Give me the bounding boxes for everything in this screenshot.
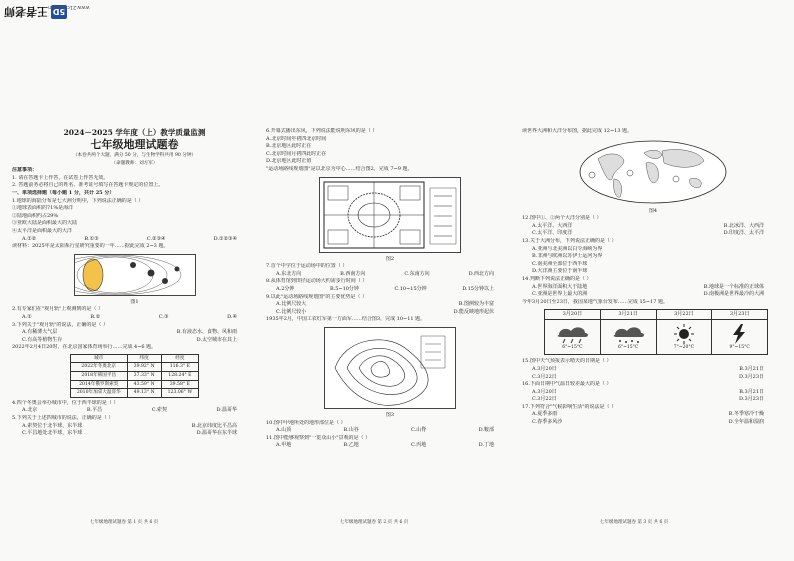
answer-a: A.有稀薄大气层 — [22, 329, 58, 336]
q5-answers-2 — [12, 430, 257, 438]
answer-d: D.太空城市在其上 — [196, 336, 237, 343]
answer-a: A.3月20日 — [532, 388, 557, 395]
q17-answers-2 — [522, 419, 784, 427]
question-16: 16.下面日期中气温日较差最大的是（ ） — [522, 381, 612, 388]
answer-b: B.② — [90, 313, 101, 320]
weather-forecast-table — [544, 309, 768, 355]
question-14: 14.判断下列说法正确的是（ ） — [522, 275, 592, 282]
question-13: 13.关于大洲分布，下列说法正确的是（ ） — [522, 237, 617, 244]
answer-a: A.东北方向 — [276, 270, 302, 277]
table-cell: 49.13° N — [127, 389, 161, 398]
answer-d: D.全年温和湿润 — [728, 419, 764, 426]
contour-map-figure — [324, 327, 456, 409]
answer-d: D.南极洲是世界最冷的大洲 — [703, 291, 764, 298]
answer-c: C.③ — [158, 313, 169, 320]
passage-intro-5: 读世界大洲和大洋分布图，据此完成 12~13 题。 — [522, 128, 633, 134]
question-4: 4.四个冬奥会举办城市中，位于西半球的是（ ） — [12, 399, 119, 406]
solar-system-figure — [74, 254, 196, 296]
note-2: 2. 答题前务必将自己的姓名、准考证号填写在答题卡规定的位置上。 — [12, 182, 164, 189]
q9-answers-2 — [266, 309, 514, 317]
table-row — [70, 389, 198, 398]
answer-d: D.④ — [227, 313, 237, 320]
note-1: 1. 请在答题卡上作答，在试卷上作答无效。 — [12, 174, 109, 181]
answer-a: A.甲地 — [276, 442, 292, 449]
table-cell: 39.58° E — [161, 380, 199, 389]
brand-mark: 5D — [51, 5, 67, 19]
question-3: 3.下列关于"观月轨"的说法，正确的是（ ） — [12, 321, 108, 328]
page-footer-3: 七年级地理试题卷 第 3 页 共 6 页 — [600, 520, 669, 525]
answer-c: C.10~15分钟 — [394, 285, 427, 292]
answer-c: C.太平洋、印度洋 — [532, 230, 573, 237]
answer-c: C.山脊 — [411, 427, 427, 434]
answer-b: B.北京纬度比平昌高 — [191, 422, 237, 429]
answer-a: A.北京 — [22, 407, 38, 414]
q1-answers — [12, 236, 257, 244]
table-cell: 37.33° N — [127, 372, 161, 381]
q6-option: C.北京时间月初四此时正在 — [266, 150, 327, 157]
answer-c: C.有高等植物生存 — [22, 336, 63, 343]
weather-temp: 7°~20°C — [673, 344, 695, 350]
table-cell: 123.06° W — [161, 389, 199, 398]
weather-date: 3月23日 — [712, 310, 767, 320]
column-right — [522, 128, 784, 427]
answer-a: A.山顶 — [276, 427, 292, 434]
answer-d: D.3月23日 — [739, 396, 764, 403]
answer-d: D.温哥华在东半球 — [196, 430, 237, 437]
figure-2-caption: 图2 — [385, 255, 395, 262]
question-9: 9.以此"运动场路线规划图"的主要优势是（ ） — [266, 293, 367, 300]
q1-option: ①地球表面积的71%是海洋 — [12, 205, 74, 212]
answer-c: C.亚洲是世界上最大的洲 — [532, 291, 588, 298]
q13-option: A.亚洲与北美洲以白令海峡为界 — [532, 245, 603, 252]
weather-date: 3月22日 — [657, 310, 712, 320]
answer-d: D.温哥华 — [216, 407, 237, 414]
campus-map-figure — [319, 177, 461, 253]
answer-c: C.春季多风沙 — [532, 419, 563, 426]
answer-b: B.地球是一个标准的正球体 — [703, 283, 764, 290]
table-cell: 116.3° E — [161, 363, 199, 372]
answer-b: B.5~10分钟 — [329, 285, 359, 292]
page-footer-2: 七年级地理试题卷 第 2 页 共 6 页 — [340, 520, 409, 525]
q14-answers-2 — [522, 291, 784, 299]
q13-option: B.非洲与欧洲以苏伊士运河为界 — [532, 253, 603, 260]
weather-day — [712, 310, 767, 354]
answer-c: C.比例尺较小 — [276, 308, 307, 315]
answer-b: B.①③ — [84, 235, 99, 242]
q12-answers-2 — [522, 230, 784, 238]
table-cell: 2018年韩国平昌 — [70, 372, 127, 381]
answer-b: B.3月21日 — [739, 388, 764, 395]
column-middle — [266, 128, 514, 450]
question-10: 10.图中甲地所处的地形部位是（ ） — [266, 419, 346, 426]
table-header: 经度 — [161, 354, 199, 363]
q6-option: A.北京时间年初四北京时间 — [266, 135, 327, 142]
q15-answers — [522, 366, 784, 374]
answer-b: B.平昌 — [86, 407, 103, 414]
answer-a: A.太平洋、大西洋 — [532, 222, 573, 229]
q17-answers — [522, 411, 784, 419]
q13-option: C.南美洲全部位于西半球 — [532, 260, 588, 267]
answer-d: D.能反映地形起伏 — [453, 308, 494, 315]
answer-b: B.3月21日 — [739, 365, 764, 372]
answer-d: D.3月23日 — [739, 373, 764, 380]
answer-b: B.北冰洋、大西洋 — [723, 222, 764, 229]
table-cell: 2010年加拿大温哥华 — [70, 389, 127, 398]
answer-b: B.山谷 — [343, 427, 359, 434]
section-heading: 一、单项选择题（每小题 1 分，共计 25 分） — [12, 189, 115, 196]
question-8: 8.从体育馆到田径运动场大约需步行时间（ ） — [266, 278, 368, 285]
q8-answers — [266, 286, 514, 294]
table-row — [70, 363, 198, 372]
answer-c: C.丙地 — [411, 442, 427, 449]
q1-option: ②陆地面积约占29% — [12, 212, 59, 219]
exam-subtitle: 七年级地理试题卷 — [90, 138, 179, 151]
q7-answers — [266, 271, 514, 279]
passage-intro-3: "运动场路线规划图"是以北京为中心……结合图2，完成 7~9 题。 — [266, 165, 413, 172]
notes-heading: 注意事项： — [12, 167, 38, 174]
weather-date: 3月20日 — [545, 310, 600, 320]
weather-day — [657, 310, 713, 354]
answer-b: B.乙地 — [343, 442, 359, 449]
q16-answers-2 — [522, 396, 784, 404]
olympic-cities-table — [70, 354, 199, 398]
passage-intro: 读材料：2025年是太阳系行星研究重要的一年……据此完成 2~3 题。 — [12, 243, 169, 250]
table-header-row — [70, 354, 198, 363]
question-11: 11.图中能够观察到"一览众山小"景观的是（ ） — [266, 434, 371, 441]
question-1: 1.地球的海陆分布是七大洲分明中，下列说法正确的是（ ） — [12, 197, 144, 204]
figure-4-caption: 图4 — [648, 207, 658, 214]
answer-a: A.①② — [22, 235, 37, 242]
answer-b: B.图例较为丰富 — [458, 301, 494, 308]
page-footer-1: 七年级地理试题卷 第 1 页 共 6 页 — [90, 520, 159, 525]
brand-name: 王者老师 — [4, 5, 48, 18]
table-cell: 128.24° E — [161, 372, 199, 381]
weather-temp: 9°~15°C — [729, 344, 750, 350]
answer-c: C.索契 — [151, 407, 167, 414]
passage-intro-4: 1935年2月，中国工农红军第一方面军……结合图3，完成 10~11 题。 — [266, 316, 426, 323]
q3-answers — [12, 329, 257, 337]
answer-a: A.世界海洋面积大于陆地 — [532, 283, 588, 290]
question-17: 17.下列符合"气候影响生活"的说法是（ ） — [522, 403, 617, 410]
q13-option: D.大洋洲主要位于南半球 — [532, 268, 588, 275]
answer-b: B.冬季寒冷干燥 — [728, 411, 764, 418]
q3-answers-2 — [12, 337, 257, 345]
answer-d: D.西北方向 — [468, 270, 494, 277]
passage-intro-2: 2022年2月4日20时，在北京国家体育场举行……完成 4~6 题。 — [12, 344, 157, 351]
answer-c: C.3月22日 — [532, 396, 557, 403]
answer-c: C.东南方向 — [404, 270, 430, 277]
q15-answers-2 — [522, 374, 784, 382]
q6-option: D.北京地区此时正值 — [266, 158, 312, 165]
table-cell: 43.59° N — [127, 380, 161, 389]
question-7: 7.首个中学位于运动场中的位置（ ） — [266, 263, 348, 270]
table-header: 纬度 — [127, 354, 161, 363]
exam-info: （本卷共两个大题，满分 50 分，与生物学科共用 90 分钟） — [72, 153, 197, 158]
q11-answers — [266, 442, 514, 450]
snow-icon — [601, 320, 656, 354]
answer-b: B.西南方向 — [340, 270, 366, 277]
table-header: 城市 — [70, 354, 127, 363]
q6-option: B.北京地区此时正在 — [266, 143, 312, 150]
answer-c: C.平昌地处北半球，东半球 — [22, 430, 83, 437]
weather-temp: 6°~15°C — [617, 344, 639, 350]
answer-c: C.3月22日 — [532, 373, 557, 380]
weather-day — [601, 310, 657, 354]
exam-title: 2024－2025 学年度（上）教学质量监测 — [63, 128, 206, 137]
question-2: 2.有专家们在"观月轨"上观测到的是（ ） — [12, 306, 103, 313]
world-map-figure — [578, 139, 728, 205]
table-row — [70, 372, 198, 381]
question-6: 6.开幕式播出东风，下列说法能说明东风的是（ ） — [266, 128, 378, 134]
answer-a: A.比例尺较大 — [276, 301, 307, 308]
answer-a: A.索契位于北半球，东半球 — [22, 422, 83, 429]
q4-answers — [12, 407, 257, 415]
figure-3-caption: 图3 — [385, 411, 395, 418]
table-cell: 39.92° N — [127, 363, 161, 372]
q1-option: ③亚欧大陆是面积最大的大陆 — [12, 220, 78, 227]
answer-d: D.丁地 — [478, 442, 494, 449]
question-15: 15.图中天气预报表示晴天的日期是（ ） — [522, 358, 612, 365]
column-left — [12, 128, 257, 438]
answer-d: D.①②③④ — [213, 235, 237, 242]
answer-a: A.3月20日 — [532, 365, 557, 372]
answer-a: A.① — [22, 313, 32, 320]
weather-temp: 6°~15°C — [562, 344, 583, 350]
answer-d: D.鞍部 — [478, 427, 494, 434]
thunderstorm-icon — [712, 320, 767, 354]
answer-a: A.夏季多雨 — [532, 411, 558, 418]
question-12: 12.图中①、②两个大洋分别是（ ） — [522, 215, 602, 222]
q14-answers — [522, 284, 784, 292]
answer-a: A.2分钟 — [276, 285, 295, 292]
q1-option: ④太平洋是面积最大的大洋 — [12, 227, 73, 234]
q9-answers — [266, 301, 514, 309]
exam-author: （命题教师：刘方军） — [111, 160, 158, 166]
answer-c: C.②③④ — [146, 235, 166, 242]
table-cell: 2014年俄罗斯索契 — [70, 380, 127, 389]
figure-1-caption: 图1 — [130, 298, 139, 305]
q10-answers — [266, 427, 514, 435]
q2-answers — [12, 314, 257, 322]
table-row — [70, 380, 198, 389]
weather-date: 3月21日 — [601, 310, 656, 320]
answer-d: D.印度洋、太平洋 — [723, 230, 764, 237]
table-cell: 2022年冬奥北京 — [70, 363, 127, 372]
answer-b: B.有液态水、食物、风和雨 — [176, 329, 237, 336]
question-5: 5.下列关于上述四城市的说法，正确的是（ ） — [12, 415, 114, 422]
passage-intro-6: 今年3月20日至23日，我国某地气象台发布……完成 15~17 题。 — [522, 298, 669, 305]
weather-day — [545, 310, 601, 354]
sun-icon — [657, 320, 712, 354]
answer-d: D.15分钟以上 — [462, 285, 494, 292]
rain-icon — [545, 320, 600, 354]
brand-url: www.21cnjy.com — [48, 4, 90, 10]
